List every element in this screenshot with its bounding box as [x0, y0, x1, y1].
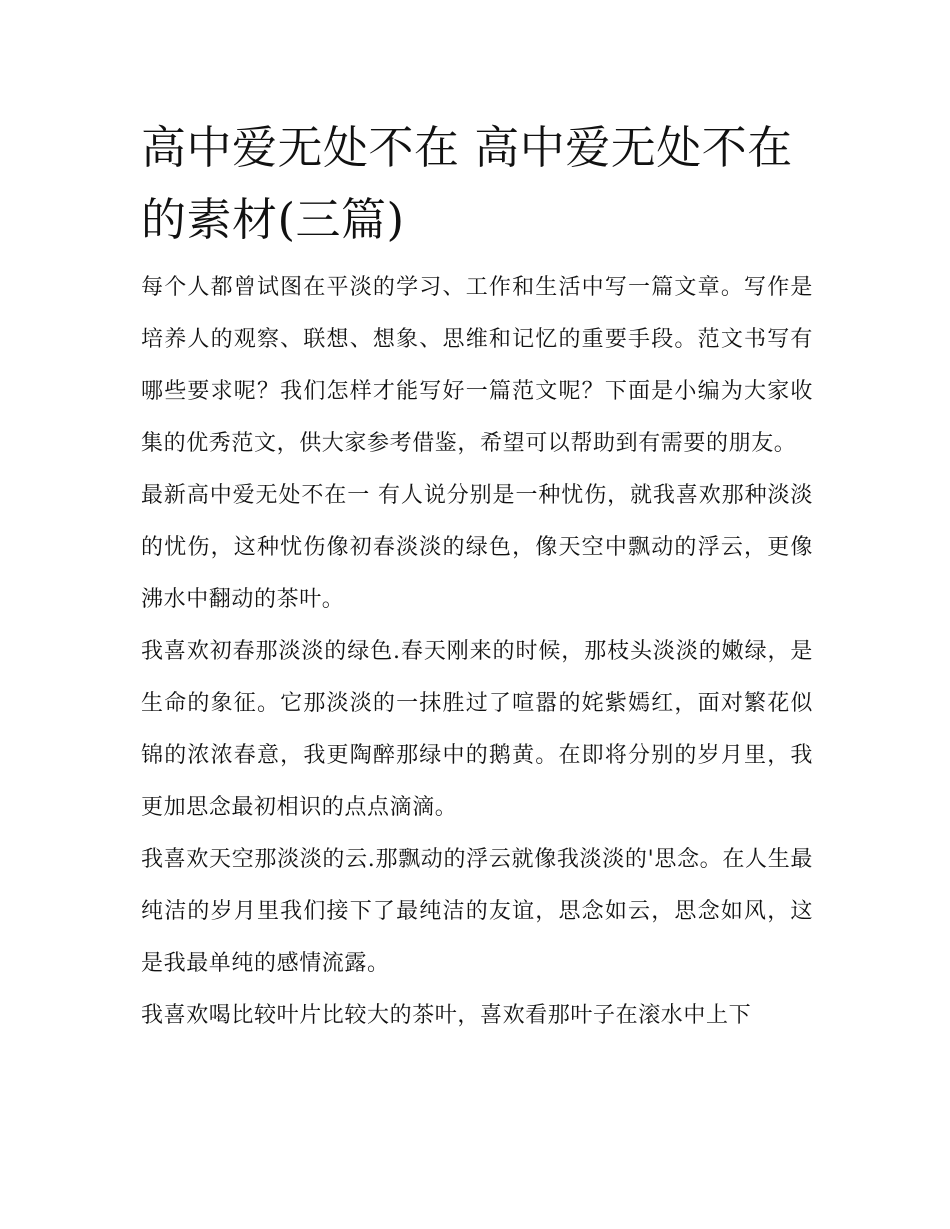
essay-paragraph-2: 我喜欢初春那淡淡的绿色.春天刚来的时候，那枝头淡淡的嫩绿，是生命的象征。它那淡淡的一抹胜过了喧嚣的姹紫嫣红，面对繁花似锦的浓浓春意，我更陶醉那绿中的鹅黄。在即将分别的岁月里，我更加思念最初相识的点点滴滴。: [141, 639, 813, 820]
essay-paragraph-3: 我喜欢天空那淡淡的云.那飘动的浮云就像我淡淡的'思念。在人生最纯洁的岁月里我们接下了最纯洁的友谊，思念如云，思念如风，这是我最单纯的感情流露。: [141, 847, 813, 976]
essay-paragraph-4: 我喜欢喝比较叶片比较大的茶叶，喜欢看那叶子在滚水中上下: [141, 1003, 752, 1028]
document-content: [141, 112, 813, 1042]
intro-paragraph: 每个人都曾试图在平淡的学习、工作和生活中写一篇文章。写作是培养人的观察、联想、想象、思维和记忆的重要手段。范文书写有哪些要求呢？我们怎样才能写好一篇范文呢？下面是小编为大家收集的优秀范文，供大家参考借鉴，希望可以帮助到有需要的朋友。: [141, 275, 813, 456]
essay-paragraph-1: 最新高中爱无处不在一 有人说分别是一种忧伤，就我喜欢那种淡淡的忧伤，这种忧伤像初春淡淡的绿色，像天空中飘动的浮云，更像沸水中翻动的茶叶。: [141, 483, 813, 612]
document-title: 高中爱无处不在 高中爱无处不在的素材(三篇): [141, 121, 793, 246]
